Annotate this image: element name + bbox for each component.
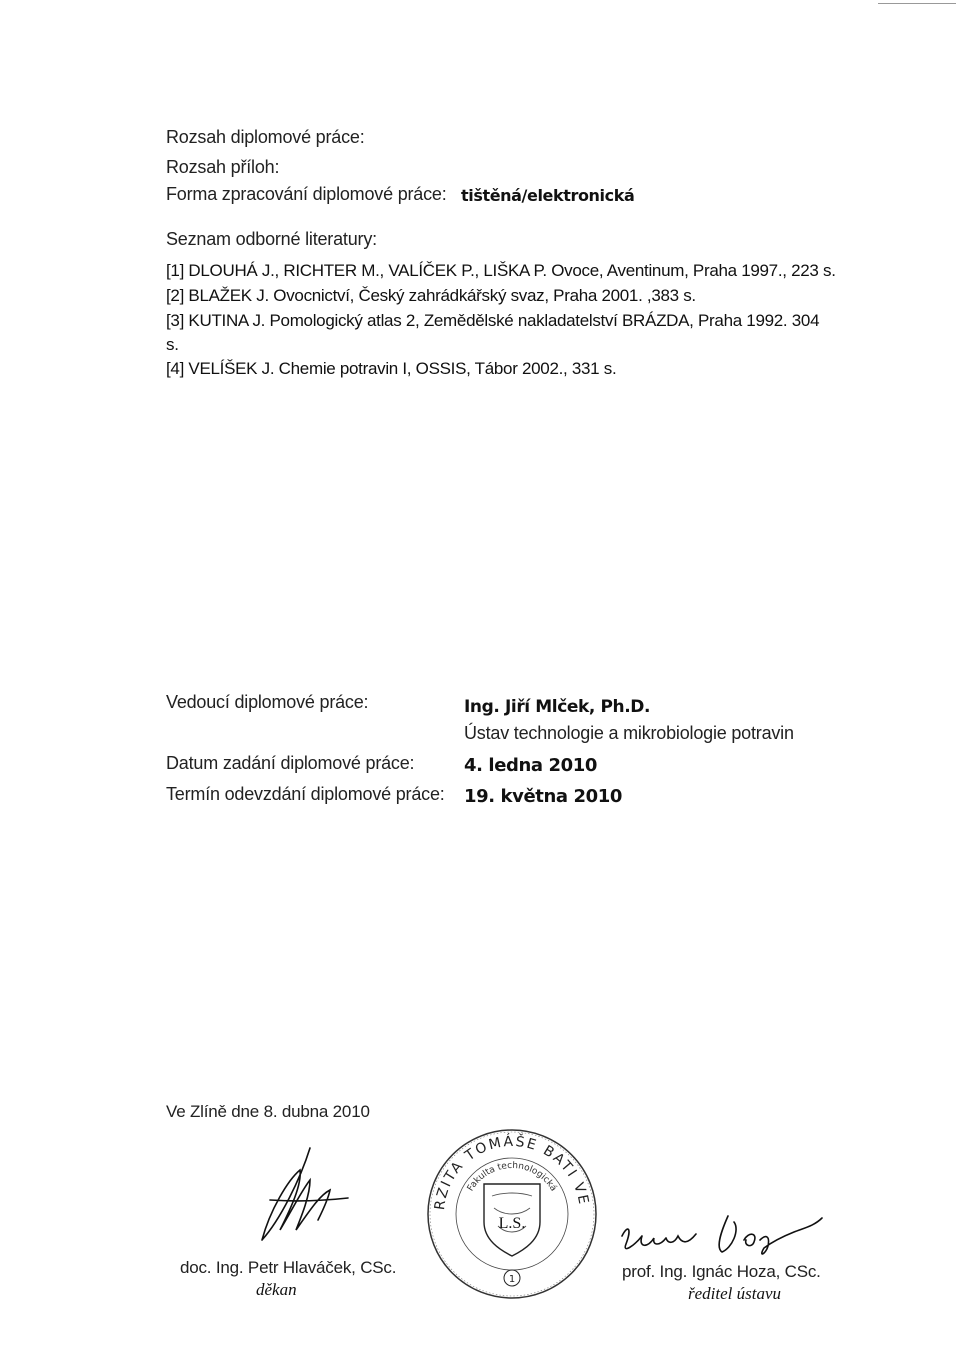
rozsah-prace-label: Rozsah diplomové práce:: [166, 127, 365, 147]
vedouci-value: Ing. Jiří Mlček, Ph.D.: [464, 697, 651, 717]
ustav-value: Ústav technologie a mikrobiologie potravin: [464, 723, 794, 743]
dean-name: doc. Ing. Petr Hlaváček, CSc.: [180, 1258, 397, 1277]
dean-signature: [240, 1140, 360, 1250]
datum-label: Datum zadání diplomové práce:: [166, 753, 415, 773]
stamp-ls: L.S.: [498, 1215, 526, 1232]
termin-value: 19. května 2010: [464, 786, 622, 807]
termin-label: Termín odevzdání diplomové práce:: [166, 784, 445, 804]
literatura-label: Seznam odborné literatury:: [166, 229, 377, 249]
stamp-number: 1: [508, 1274, 516, 1285]
dean-title: děkan: [256, 1280, 297, 1299]
stamp-inner-text: Fakulta technologická: [465, 1160, 559, 1194]
forma-label: Forma zpracování diplomové práce:: [166, 184, 447, 204]
literatura-item: [3] KUTINA J. Pomologický atlas 2, Zemědělské nakladatelství BRÁZDA, Praha 1992. 304: [166, 311, 820, 330]
director-signature: [608, 1206, 828, 1266]
place-date: Ve Zlíně dne 8. dubna 2010: [166, 1102, 370, 1121]
official-stamp: [417, 1114, 600, 1302]
top-rule: [878, 3, 956, 4]
literatura-item: s.: [166, 335, 179, 354]
director-title: ředitel ústavu: [688, 1284, 782, 1303]
literatura-item: [4] VELÍŠEK J. Chemie potravin I, OSSIS, Tábor 2002., 331 s.: [166, 359, 617, 378]
literatura-item: [1] DLOUHÁ J., RICHTER M., VALÍČEK P., LIŠKA P. Ovoce, Aventinum, Praha 1997., 223 s.: [166, 261, 836, 280]
director-name: prof. Ing. Ignác Hoza, CSc.: [622, 1262, 821, 1281]
stamp-outer-text: UNIVERZITA TOMÁŠE BATI VE ZLÍNĚ: [417, 1114, 593, 1214]
datum-value: 4. ledna 2010: [464, 755, 598, 776]
literatura-item: [2] BLAŽEK J. Ovocnictví, Český zahrádkářský svaz, Praha 2001. ,383 s.: [166, 286, 696, 305]
forma-value: tištěná/elektronická: [461, 186, 635, 205]
svg-text:Fakulta technologická: [466, 1161, 558, 1193]
vedouci-label: Vedoucí diplomové práce:: [166, 692, 369, 712]
rozsah-priloh-label: Rozsah příloh:: [166, 157, 280, 177]
